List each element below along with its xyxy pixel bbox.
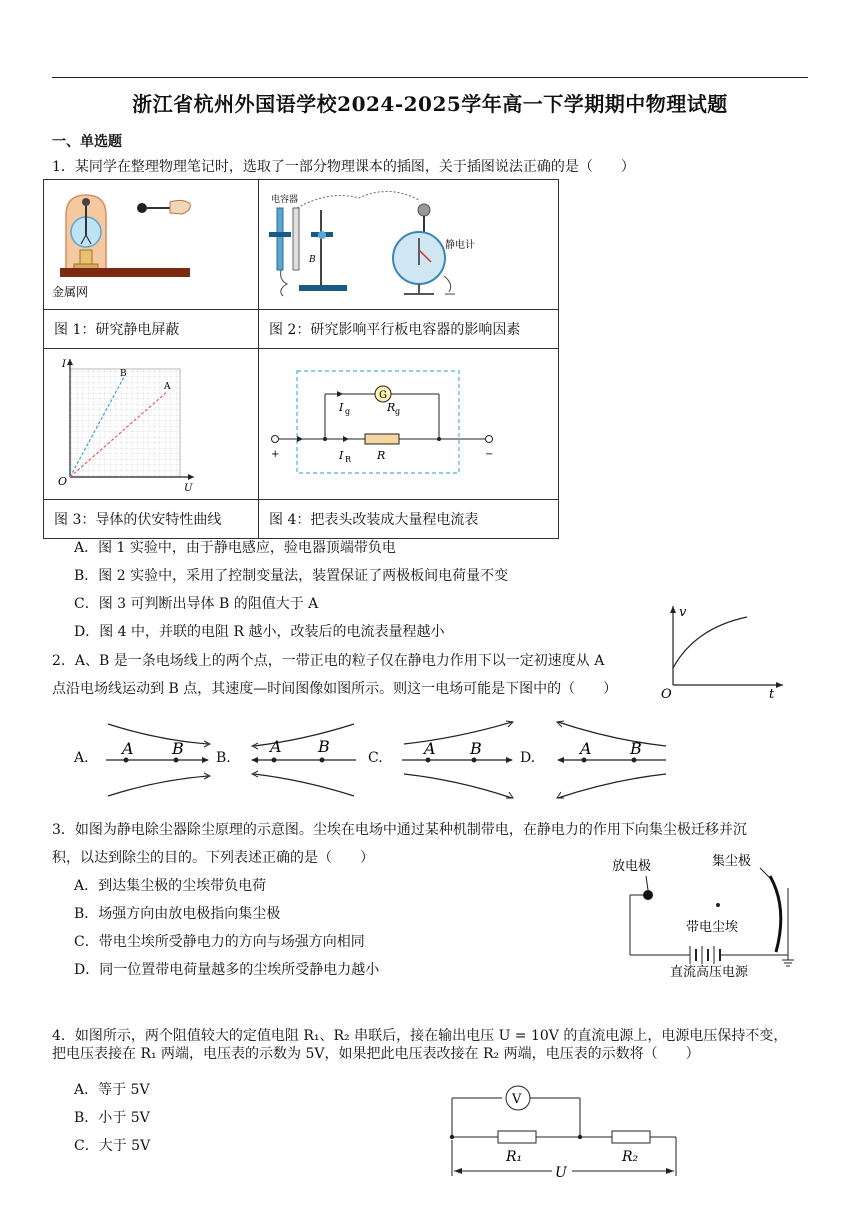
voltage-u-label: U: [555, 1165, 567, 1181]
figure-4-label-g: G: [379, 390, 387, 401]
figure-3-iv-graph: [44, 349, 258, 495]
question-1-figure-table: [43, 179, 559, 539]
figure-4-caption: 图 4：把表头改装成大量程电流表: [259, 500, 559, 539]
choice-b-label: B.: [216, 750, 231, 766]
figure-4-label-ig-sub: g: [345, 407, 351, 416]
choice-a-point-b: B: [172, 739, 184, 758]
figure-4-label-ir: I: [339, 449, 344, 462]
choice-d-point-a: A: [580, 739, 592, 758]
figure-3-origin: O: [58, 475, 68, 488]
question-4-option-b: B．小于 5V: [74, 1110, 150, 1126]
question-4-line-1: 4．如图所示，两个阻值较大的定值电阻 R₁、R₂ 串联后，接在输出电压 U = 10V 的直流电源上，电源电压保持不变，: [52, 1028, 788, 1044]
question-3-line-2: 积，以达到除尘的目的。下列表述正确的是（ ）: [52, 850, 374, 866]
figure-2-label-b: B: [309, 255, 316, 265]
figure-2-caption: 图 2：研究影响平行板电容器的影响因素: [259, 310, 559, 349]
question-3-option-b: B．场强方向由放电极指向集尘极: [74, 906, 281, 922]
question-2-line-1: 2．A、B 是一条电场线上的两个点，一带正电的粒子仅在静电力作用下以一定初速度从 A: [52, 653, 605, 669]
figure-2-cell: [259, 180, 559, 310]
header-rule: [52, 77, 808, 78]
figure-2-label-capacitor: 电容器: [271, 195, 299, 205]
choice-a-point-a: A: [122, 739, 134, 758]
label-discharge-electrode: 放电极: [612, 859, 652, 874]
choice-b-point-a: A: [270, 737, 282, 756]
question-4-circuit: [440, 1084, 685, 1184]
page-title: 浙江省杭州外国语学校2024-2025学年高一下学期期中物理试题: [132, 92, 728, 116]
resistor-r1-label: R₁: [506, 1149, 523, 1165]
choice-a-field-lines: [104, 718, 212, 804]
label-dc-hv-source: 直流高压电源: [670, 965, 749, 980]
figure-3-y-label: I: [62, 359, 66, 370]
question-2-graph-v: v: [679, 605, 687, 620]
question-3-option-a: A．到达集尘极的尘埃带负电荷: [74, 878, 267, 894]
resistor-r2-label: R₂: [622, 1149, 639, 1165]
section-heading: 一、单选题: [52, 134, 122, 150]
question-1-option-c: C．图 3 可判断出导体 B 的阻值大于 A: [74, 596, 319, 612]
choice-b-point-b: B: [318, 737, 330, 756]
choice-c-field-lines: [400, 718, 516, 804]
figure-4-label-r: R: [377, 449, 386, 462]
voltmeter-label: V: [512, 1092, 522, 1107]
question-1-option-b: B．图 2 实验中，采用了控制变量法，装置保证了两极板间电荷量不变: [74, 568, 509, 584]
figure-4-label-rg-sub: g: [395, 407, 401, 416]
figure-4-circuit: [259, 349, 558, 495]
figure-4-label-rg: R: [387, 401, 396, 414]
figure-1-caption: 图 1：研究静电屏蔽: [44, 310, 259, 349]
figure-1-electroscope-drawing: [44, 180, 258, 305]
question-1-option-d: D．图 4 中，并联的电阻 R 越小，改装后的电流表量程越小: [74, 624, 445, 640]
question-2-line-2: 点沿电场线运动到 B 点，其速度—时间图像如图所示。则这一电场可能是下图中的（ ）: [52, 681, 618, 697]
figure-3-label-a: A: [164, 382, 171, 392]
figure-3-x-label: U: [184, 483, 193, 494]
choice-d-field-lines: [554, 718, 670, 804]
figure-2-capacitor-drawing: [259, 180, 558, 305]
question-2-graph-t: t: [769, 687, 775, 700]
label-collector-electrode: 集尘极: [712, 854, 752, 869]
choice-d-label: D.: [520, 750, 536, 766]
question-1-stem: 1．某同学在整理物理笔记时，选取了一部分物理课本的插图，关于插图说法正确的是（ ）: [52, 159, 635, 175]
question-4-option-c: C．大于 5V: [74, 1138, 151, 1154]
choice-a-label: A.: [74, 750, 89, 766]
choice-c-point-a: A: [424, 739, 436, 758]
figure-3-label-b: B: [120, 369, 127, 379]
question-3-precipitator-diagram: [608, 848, 808, 980]
figure-2-label-electrometer: 静电计: [445, 240, 475, 251]
question-2-graph-origin: O: [661, 687, 672, 700]
figure-4-cell: [259, 349, 559, 500]
question-3-option-d: D．同一位置带电荷量越多的尘埃所受静电力越小: [74, 962, 380, 978]
choice-c-label: C.: [368, 750, 383, 766]
question-4-option-a: A．等于 5V: [74, 1082, 150, 1098]
question-2-vt-graph: [655, 600, 790, 700]
question-3-line-1: 3．如图为静电除尘器除尘原理的示意图。尘埃在电场中通过某种机制带电，在静电力的作用下向集尘极迁移并沉: [52, 822, 747, 838]
figure-4-label-ir-sub: R: [345, 455, 352, 464]
figure-4-label-minus: −: [485, 449, 494, 460]
figure-4-label-ig: I: [339, 401, 344, 414]
choice-d-point-b: B: [630, 739, 642, 758]
choice-c-point-b: B: [470, 739, 482, 758]
question-3-option-c: C．带电尘埃所受静电力的方向与场强方向相同: [74, 934, 365, 950]
question-1-option-a: A．图 1 实验中，由于静电感应，验电器顶端带负电: [74, 540, 396, 556]
question-4-line-2: 把电压表接在 R₁ 两端，电压表的示数为 5V，如果把此电压表改接在 R₂ 两端，电压表的示数将（ ）: [52, 1046, 700, 1062]
label-charged-dust: 带电尘埃: [686, 920, 739, 935]
figure-3-caption: 图 3：导体的伏安特性曲线: [44, 500, 259, 539]
figure-1-cell: [44, 180, 259, 310]
figure-1-label: 金属网: [52, 285, 89, 299]
choice-b-field-lines: [244, 718, 358, 804]
figure-3-cell: [44, 349, 259, 500]
figure-4-label-plus: +: [271, 449, 280, 460]
